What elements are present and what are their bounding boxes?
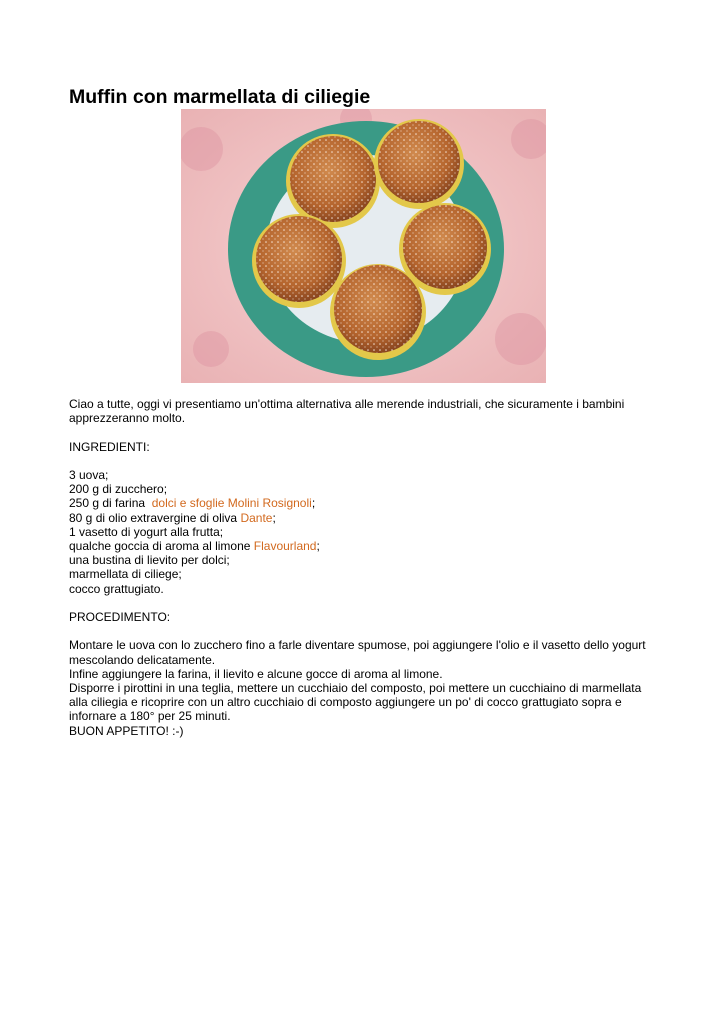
muffin: [374, 119, 464, 209]
procedure-line: Infine aggiungere la farina, il lievito e alcune gocce di aroma al limone.: [69, 666, 443, 681]
intro-text: [69, 397, 669, 425]
intro-line: Ciao a tutte, oggi vi presentiamo un'ottima alternativa alle merende industriali, che sicuramente i bambini: [69, 397, 625, 411]
procedure-line: mescolando delicatamente.: [69, 652, 216, 667]
cloth-flower: [181, 127, 223, 171]
ingredient-flour-suffix: ;: [311, 496, 316, 511]
intro-line: apprezzeranno molto.: [69, 411, 186, 426]
ingredients-list: [69, 468, 669, 596]
ingredient-yogurt: 1 vasetto di yogurt alla frutta;: [69, 524, 224, 539]
flour-brand-link[interactable]: dolci e sfoglie Molini Rosignoli: [151, 496, 312, 511]
ingredients-heading: INGREDIENTI:: [69, 439, 150, 454]
procedure-line: Montare le uova con lo zucchero fino a farle diventare spumose, poi aggiungere l'olio e il vasetto dello yogurt: [69, 638, 646, 653]
ingredient-eggs: 3 uova;: [69, 467, 109, 482]
cloth-flower: [193, 331, 229, 367]
page-title: Muffin con marmellata di ciliegie: [69, 86, 371, 108]
oil-brand-link[interactable]: Dante: [240, 510, 273, 525]
aroma-brand-link[interactable]: Flavourland: [253, 539, 317, 553]
procedure-line: alla ciliegia e ricoprire con un altro cucchiaio di composto aggiungere un po' di cocco grattugiato sopra e: [69, 695, 622, 710]
ingredient-jam: marmellata di ciliege;: [69, 567, 182, 582]
ingredient-oil: 80 g di olio extravergine di oliva: [69, 510, 241, 525]
ingredient-yeast: una bustina di lievito per dolci;: [69, 553, 230, 568]
cloth-flower: [495, 313, 546, 365]
ingredient-aroma-suffix: ;: [316, 539, 320, 553]
procedure-line: BUON APPETITO! :-): [69, 723, 184, 738]
procedure-line: infornare a 180° per 25 minuti.: [69, 709, 231, 724]
muffin: [252, 214, 346, 308]
ingredient-coconut: cocco grattugiato.: [69, 581, 164, 596]
procedure-heading: PROCEDIMENTO:: [69, 610, 171, 624]
procedure-text: [69, 638, 669, 737]
ingredient-sugar: 200 g di zucchero;: [69, 482, 168, 497]
muffin-photo: [181, 109, 546, 383]
recipe-body: [69, 397, 669, 738]
muffin: [286, 134, 380, 228]
ingredient-aroma: qualche goccia di aroma al limone: [69, 539, 254, 553]
ingredient-flour: 250 g di farina: [69, 496, 149, 511]
ingredient-oil-suffix: ;: [272, 510, 276, 525]
procedure-line: Disporre i pirottini in una teglia, mettere un cucchiaio del composto, poi mettere un cucchiaino di marmellata: [69, 681, 642, 695]
muffin: [330, 264, 426, 360]
recipe-page: [69, 84, 669, 738]
